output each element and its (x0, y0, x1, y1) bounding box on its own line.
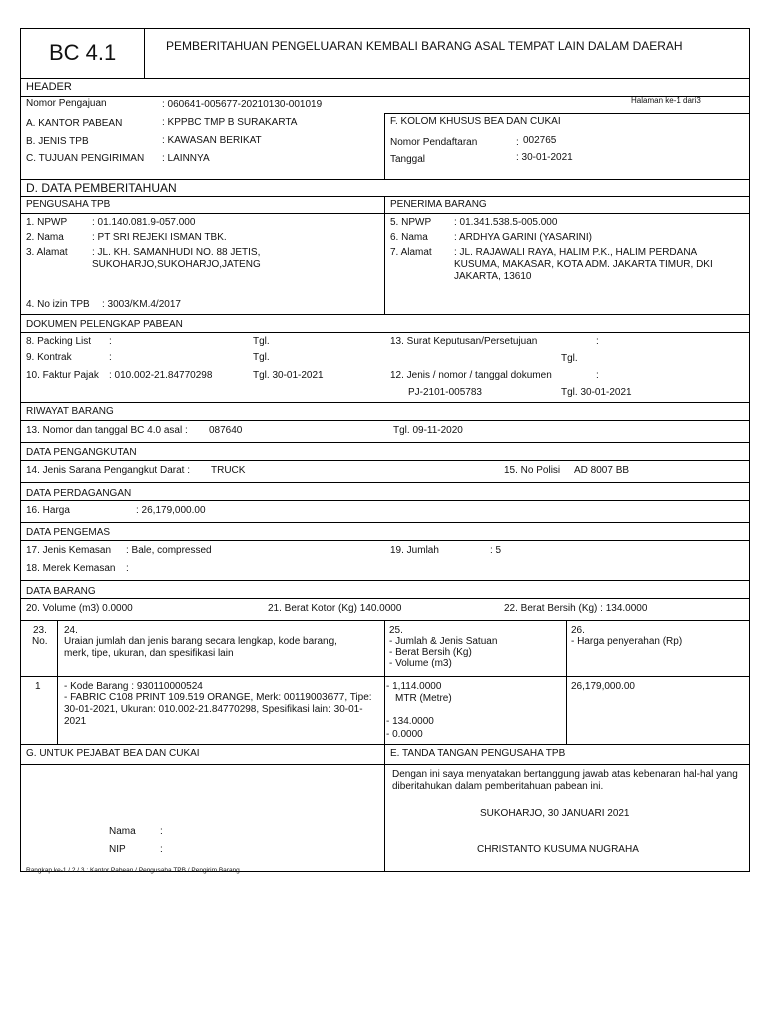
row-quantity: - 1,114.0000 (386, 681, 442, 692)
jenis-dokumen-colon: : (596, 370, 599, 381)
kantor-pabean-value: : KPPBC TMP B SURAKARTA (162, 117, 298, 128)
title-divider (144, 28, 145, 78)
perdagangan-title: DATA PERDAGANGAN (26, 488, 132, 499)
ttd-place-date: SUKOHARJO, 30 JANUARI 2021 (480, 808, 630, 819)
row-net-weight: - 134.0000 (386, 716, 434, 727)
rule (20, 500, 750, 501)
rule (20, 482, 750, 483)
penerima-title: PENERIMA BARANG (390, 199, 487, 210)
pengusaha-title: PENGUSAHA TPB (26, 199, 111, 210)
row-number: 1 (35, 681, 41, 692)
berat-bersih-total: 22. Berat Bersih (Kg) : 134.0000 (504, 603, 648, 614)
pengemas-title: DATA PENGEMAS (26, 527, 111, 538)
tanggal-label: Tanggal (390, 154, 426, 165)
sarana-value: TRUCK (211, 465, 246, 476)
rule (20, 580, 750, 581)
no-polisi-label: 15. No Polisi (504, 465, 561, 476)
penerima-nama-label: 6. Nama (390, 232, 428, 243)
penerima-nama-value: : ARDHYA GARINI (YASARINI) (454, 232, 592, 243)
ttd-signer: CHRISTANTO KUSUMA NUGRAHA (477, 844, 639, 855)
nomor-pengajuan-label: Nomor Pengajuan (26, 98, 107, 109)
nama-value: : PT SRI REJEKI ISMAN TBK. (92, 232, 227, 243)
tanggal-value: : 30-01-2021 (516, 152, 573, 163)
form-title: PEMBERITAHUAN PENGELUARAN KEMBALI BARANG ASAL TEMPAT LAIN DALAM DAERAH (166, 39, 683, 53)
penerima-npwp-label: 5. NPWP (390, 217, 432, 228)
rule (20, 420, 750, 421)
rule (20, 332, 750, 333)
rule (20, 213, 750, 214)
penerima-npwp-value: : 01.341.538.5-005.000 (454, 217, 558, 228)
packing-list-colon: : (109, 336, 112, 347)
faktur-pajak-value: : 010.002-21.84770298 (109, 370, 213, 381)
penerima-alamat-value: : JL. RAJAWALI RAYA, HALIM P.K., HALIM PERDANA KUSUMA, MAKASAR, KOTA ADM. JAKARTA TIMUR, DKI JAKARTA, 13610 (454, 247, 713, 282)
jenis-dokumen-tgl: Tgl. 30-01-2021 (561, 387, 632, 398)
pejabat-title: G. UNTUK PEJABAT BEA DAN CUKAI (26, 748, 200, 759)
col-25-number: 25. (389, 625, 403, 636)
alamat-value: : JL. KH. SAMANHUDI NO. 88 JETIS, SUKOHARJO,SUKOHARJO,JATENG (92, 247, 261, 270)
col-24-label: Uraian jumlah dan jenis barang secara lengkap, kode barang, merk, tipe, ukuran, dan spesifikasi lain (64, 636, 337, 659)
npwp-label: 1. NPWP (26, 217, 68, 228)
nomor-pendaftaran-value: 002765 (523, 135, 557, 146)
merek-kemasan-colon: : (126, 563, 129, 574)
jenis-tpb-label: B. JENIS TPB (26, 136, 89, 147)
pengangkutan-title: DATA PENGANGKUTAN (26, 447, 137, 458)
berat-kotor-total: 21. Berat Kotor (Kg) 140.0000 (268, 603, 402, 614)
no-polisi-value: AD 8007 BB (574, 465, 630, 476)
jenis-tpb-value: : KAWASAN BERIKAT (162, 135, 262, 146)
rule (20, 442, 750, 443)
packing-list-label: 8. Packing List (26, 336, 92, 347)
nama-label: 2. Nama (26, 232, 64, 243)
barang-title: DATA BARANG (26, 586, 96, 597)
form-border-top (20, 28, 750, 29)
sarana-label: 14. Jenis Sarana Pengangkut Darat : (26, 465, 190, 476)
kontrak-tgl: Tgl. (253, 352, 270, 363)
page-indicator: Halaman ke-1 dari3 (631, 96, 701, 105)
surat-keputusan-colon: : (596, 336, 599, 347)
row-kode-barang: - Kode Barang : 930110000524 (64, 681, 203, 692)
jenis-dokumen-value: PJ-2101-005783 (408, 387, 482, 398)
party-col-divider (384, 196, 385, 314)
harga-label: 16. Harga (26, 505, 70, 516)
ttd-statement: Dengan ini saya menyatakan bertanggung jawab atas kebenaran hal-hal yang diberitahukan dalam pemberitahuan pabean ini. (392, 769, 738, 792)
row-description: - FABRIC C108 PRINT 109.519 ORANGE, Merk: 00119003677, Tipe: 30-01-2021, Ukuran: 010.002-21.84770298, Spesifikasi lain: 30-01-2021 (64, 692, 372, 727)
kolom-khusus-title: F. KOLOM KHUSUS BEA DAN CUKAI (390, 116, 561, 127)
riwayat-tgl: Tgl. 09-11-2020 (393, 425, 463, 436)
data-pemberitahuan-title: D. DATA PEMBERITAHUAN (26, 181, 177, 195)
surat-keputusan-label: 13. Surat Keputusan/Persetujuan (390, 336, 538, 347)
rule (20, 179, 750, 180)
nomor-pengajuan-value: : 060641-005677-20210130-001019 (162, 99, 323, 110)
goods-col-divider (384, 620, 385, 744)
surat-keputusan-tgl: Tgl. (561, 353, 578, 364)
rule (20, 744, 750, 745)
header-col-divider (384, 113, 385, 179)
merek-kemasan-label: 18. Merek Kemasan (26, 563, 116, 574)
volume-total: 20. Volume (m3) 0.0000 (26, 603, 133, 614)
alamat-label: 3. Alamat (26, 247, 68, 258)
kantor-pabean-label: A. KANTOR PABEAN (26, 118, 123, 129)
rule (20, 620, 750, 621)
col-25-line2: - Berat Bersih (Kg) (389, 647, 472, 658)
jenis-kemasan-label: 17. Jenis Kemasan (26, 545, 112, 556)
form-code: BC 4.1 (49, 40, 117, 65)
row-price: 26,179,000.00 (571, 681, 635, 692)
jenis-kemasan-value: : Bale, compressed (126, 545, 212, 556)
rule (20, 598, 750, 599)
riwayat-label: 13. Nomor dan tanggal BC 4.0 asal : (26, 425, 188, 436)
jenis-dokumen-label: 12. Jenis / nomor / tanggal dokumen (390, 370, 552, 381)
col-25-line3: - Volume (m3) (389, 658, 452, 669)
faktur-pajak-label: 10. Faktur Pajak (26, 370, 99, 381)
rule (20, 522, 750, 523)
pejabat-nama-colon: : (160, 826, 163, 837)
pejabat-nip-colon: : (160, 844, 163, 855)
izin-tpb-value: : 3003/KM.4/2017 (102, 299, 181, 310)
riwayat-value: 087640 (209, 425, 243, 436)
rule (20, 540, 750, 541)
col-23-number: 23. (33, 625, 47, 636)
rule (20, 402, 750, 403)
dokumen-title: DOKUMEN PELENGKAP PABEAN (26, 319, 183, 330)
col-23-label: No. (32, 636, 48, 647)
goods-col-divider (57, 620, 58, 744)
kontrak-label: 9. Kontrak (26, 352, 72, 363)
rule (384, 113, 750, 114)
footer-note: Rangkap ke-1 / 2 / 3 : Kantor Pabean / Pengusaha TPB / Pengirim Barang (26, 867, 240, 874)
form-border-right (749, 28, 750, 872)
nomor-pendaftaran-label: Nomor Pendaftaran (390, 137, 478, 148)
rule (20, 314, 750, 315)
col-26-number: 26. (571, 625, 585, 636)
col-24-number: 24. (64, 625, 78, 636)
tujuan-label: C. TUJUAN PENGIRIMAN (26, 153, 145, 164)
rule (20, 460, 750, 461)
kontrak-colon: : (109, 352, 112, 363)
ttd-title: E. TANDA TANGAN PENGUSAHA TPB (390, 748, 566, 759)
col-26-label: - Harga penyerahan (Rp) (571, 636, 683, 647)
header-section-title: HEADER (26, 81, 72, 93)
izin-tpb-label: 4. No izin TPB (26, 299, 90, 310)
pejabat-nama-label: Nama (109, 826, 136, 837)
faktur-pajak-tgl: Tgl. 30-01-2021 (253, 370, 324, 381)
tujuan-value: : LAINNYA (162, 153, 210, 164)
form-border-left (20, 28, 21, 872)
row-unit: MTR (Metre) (395, 693, 452, 704)
nomor-pendaftaran-colon: : (516, 137, 519, 148)
rule (20, 676, 750, 677)
harga-value: : 26,179,000.00 (136, 505, 206, 516)
jumlah-kemasan-value: : 5 (490, 545, 502, 556)
signature-col-divider (384, 744, 385, 871)
row-volume: - 0.0000 (386, 729, 423, 740)
rule (20, 78, 750, 79)
col-25-line1: - Jumlah & Jenis Satuan (389, 636, 498, 647)
penerima-alamat-label: 7. Alamat (390, 247, 432, 258)
rule (20, 764, 750, 765)
packing-list-tgl: Tgl. (253, 336, 270, 347)
npwp-value: : 01.140.081.9-057.000 (92, 217, 196, 228)
rule (20, 196, 750, 197)
goods-col-divider (566, 620, 567, 744)
pejabat-nip-label: NIP (109, 844, 126, 855)
jumlah-kemasan-label: 19. Jumlah (390, 545, 439, 556)
riwayat-title: RIWAYAT BARANG (26, 406, 114, 417)
